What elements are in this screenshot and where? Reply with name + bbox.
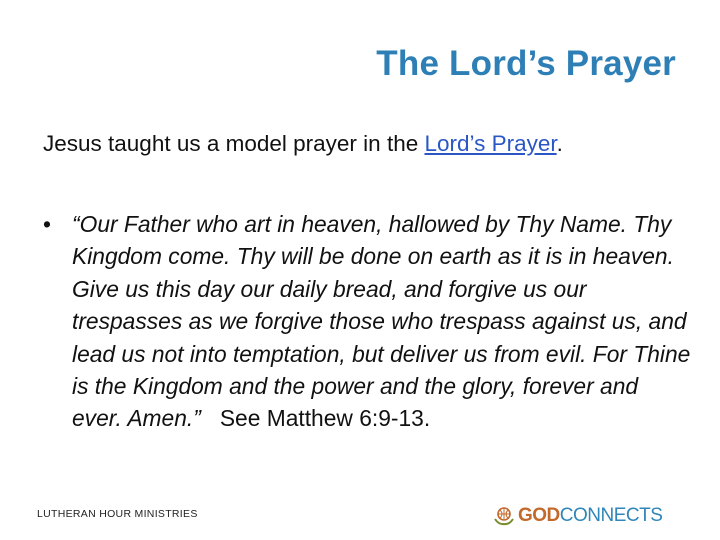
bullet-marker: • (43, 211, 51, 237)
intro-paragraph (43, 131, 563, 157)
intro-text: Jesus taught us a model prayer in the (43, 131, 425, 156)
logo-connects-text: CONNECTS (559, 505, 663, 526)
intro-period: . (556, 131, 563, 156)
hands-globe-icon (493, 505, 518, 527)
godconnects-logo (493, 503, 662, 529)
slide-title: The Lord’s Prayer (376, 44, 676, 83)
prayer-bullet (43, 208, 693, 435)
prayer-quote: “Our Father who art in heaven, hallowed by Thy Name. Thy Kingdom come. Thy will be done on earth as it is in heaven. Give us this day our daily bread, and forgive us our trespasses as we forgive those who trespass against us, and lead us not into temptation, but deliver us from evil. For Thine is the Kingdom and the power and the glory, forever and ever. Amen.” (72, 211, 691, 432)
prayer-body (72, 208, 693, 435)
footer-organization: LUTHERAN HOUR MINISTRIES (37, 508, 198, 520)
scripture-reference: See Matthew 6:9-13. (219, 405, 431, 432)
logo-god-text: GOD (518, 505, 560, 526)
lords-prayer-link[interactable]: Lord’s Prayer (424, 131, 557, 156)
